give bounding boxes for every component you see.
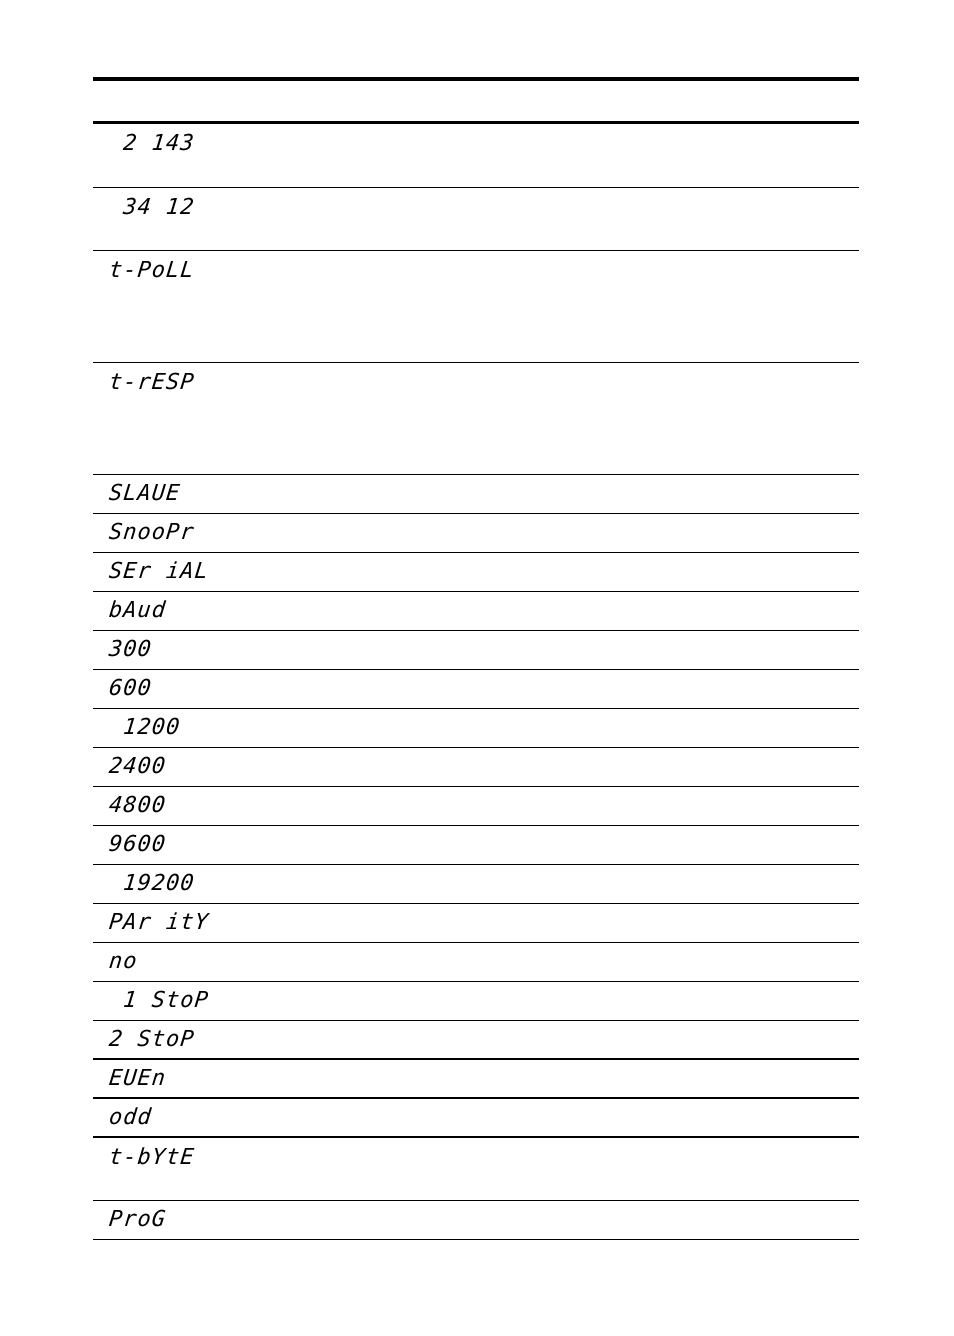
parameter-code: 19200: [107, 871, 196, 896]
parameter-code: 1 StoP: [107, 988, 211, 1013]
table-row: [93, 475, 859, 514]
parameter-code: 2 143: [107, 131, 196, 156]
parameter-code: ProG: [107, 1207, 168, 1232]
table-row: [93, 592, 859, 631]
table-row: [93, 553, 859, 592]
parameter-code: 1200: [107, 715, 182, 740]
parameter-code: 34 12: [107, 195, 196, 220]
parameter-code: 2 StoP: [107, 1026, 196, 1052]
parameter-code: no: [107, 949, 139, 974]
header-rule: [93, 77, 859, 81]
parameter-code: PAr itY: [107, 910, 211, 935]
table-row: [93, 826, 859, 865]
table-row: [93, 631, 859, 670]
parameter-code: 600: [107, 676, 154, 701]
parameter-code: t-bYtE: [107, 1145, 196, 1170]
parameter-code: bAud: [107, 598, 168, 623]
table-row: [93, 124, 859, 188]
table-row: [93, 865, 859, 904]
table-row: [93, 943, 859, 982]
table-row: [93, 251, 859, 363]
parameter-code: t-rESP: [107, 370, 196, 395]
table-row: [93, 670, 859, 709]
parameter-code: SLAUE: [107, 481, 182, 506]
parameter-code: SEr iAL: [107, 559, 211, 584]
table-row: [93, 514, 859, 553]
parameter-code: odd: [107, 1104, 154, 1130]
table-row: [93, 188, 859, 251]
table-row: [93, 363, 859, 475]
table-row: [93, 1060, 859, 1099]
table-row: [93, 1021, 859, 1060]
table-row: [93, 1138, 859, 1201]
parameter-code: 4800: [107, 793, 168, 818]
table-row: [93, 1201, 859, 1240]
table-row: [93, 1099, 859, 1138]
parameter-table: [93, 121, 859, 1240]
parameter-code: 9600: [107, 832, 168, 857]
table-row: [93, 748, 859, 787]
table-row: [93, 709, 859, 748]
parameter-code: t-PoLL: [107, 258, 196, 283]
parameter-code: EUEn: [107, 1065, 168, 1091]
table-row: [93, 982, 859, 1021]
parameter-code: 300: [107, 637, 154, 662]
parameter-code: SnooPr: [107, 520, 196, 545]
parameter-code: 2400: [107, 754, 168, 779]
table-row: [93, 904, 859, 943]
table-row: [93, 787, 859, 826]
